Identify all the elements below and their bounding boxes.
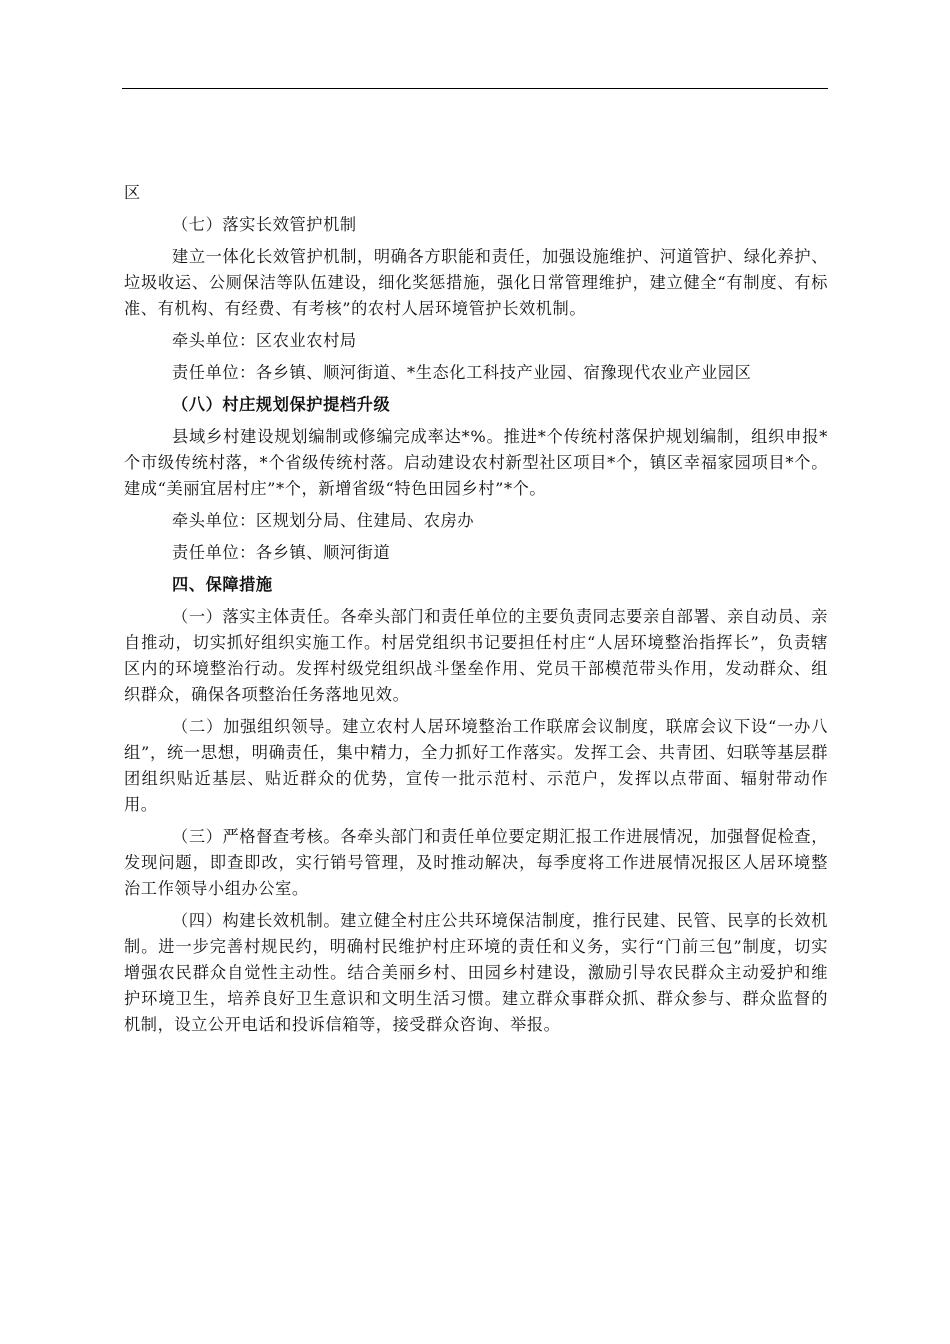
paragraph: 责任单位：各乡镇、顺河街道 — [172, 543, 391, 562]
paragraph: （四）构建长效机制。建立健全村庄公共环境保洁制度，推行民建、民管、民享的长效机制。进一步完善村规民约，明确村民维护村庄环境的责任和义务，实行“门前三包”制度，切实增强农民群众自觉性主动性。结合美丽乡村、田园乡村建设，激励引导农民群众主动爱护和维护环境卫生，培养良好卫生意识和文明生活习惯。建立群众事群众抓、群众参与、群众监督的机制，设立公开电话和投诉信箱等，接受群众咨询、举报。 — [124, 911, 828, 1034]
paragraph: 建立一体化长效管护机制，明确各方职能和责任，加强设施维护、河道管护、绿化养护、垃圾收运、公厕保洁等队伍建设，细化奖惩措施，强化日常管理维护，建立健全“有制度、有标准、有机构、有经费、有考核”的农村人居环境管护长效机制。 — [124, 247, 828, 318]
paragraph: 牵头单位：区农业农村局 — [172, 331, 357, 350]
header-rule — [122, 88, 828, 89]
paragraph: 牵头单位：区规划分局、住建局、农房办 — [172, 511, 475, 530]
section-heading: 四、保障措施 — [172, 575, 273, 594]
section-heading: （八）村庄规划保护提档升级 — [172, 395, 391, 414]
paragraph: （一）落实主体责任。各牵头部门和责任单位的主要负责同志要亲自部署、亲自动员、亲自推动，切实抓好组织实施工作。村居党组织书记要担任村庄“人居环境整治指挥长”，负责辖区内的环境整治行动。发挥村级党组织战斗堡垒作用、党员干部模范带头作用，发动群众、组织群众，确保各项整治任务落地见效。 — [124, 607, 828, 704]
paragraph: （三）严格督查考核。各牵头部门和责任单位要定期汇报工作进展情况，加强督促检查，发现问题，即查即改，实行销号管理，及时推动解决，每季度将工作进展情况报区人居环境整治工作领导小组办公室。 — [124, 827, 828, 898]
paragraph: 县域乡村建设规划编制或修编完成率达*%。推进*个传统村落保护规划编制，组织申报*个市级传统村落，*个省级传统村落。启动建设农村新型社区项目*个，镇区幸福家园项目*个。建成“美丽宜居村庄”*个，新增省级“特色田园乡村”*个。 — [124, 427, 828, 498]
paragraph: 责任单位：各乡镇、顺河街道、*生态化工科技产业园、宿豫现代农业产业园区 — [172, 363, 752, 382]
paragraph: （七）落实长效管护机制 — [172, 215, 357, 234]
paragraph: 区 — [124, 183, 141, 202]
paragraph: （二）加强组织领导。建立农村人居环境整治工作联席会议制度，联席会议下设“一办八组”，统一思想，明确责任，集中精力，全力抓好工作落实。发挥工会、共青团、妇联等基层群团组织贴近基层、贴近群众的优势，宣传一批示范村、示范户，发挥以点带面、辐射带动作用。 — [124, 717, 828, 814]
document-body — [124, 180, 828, 1044]
